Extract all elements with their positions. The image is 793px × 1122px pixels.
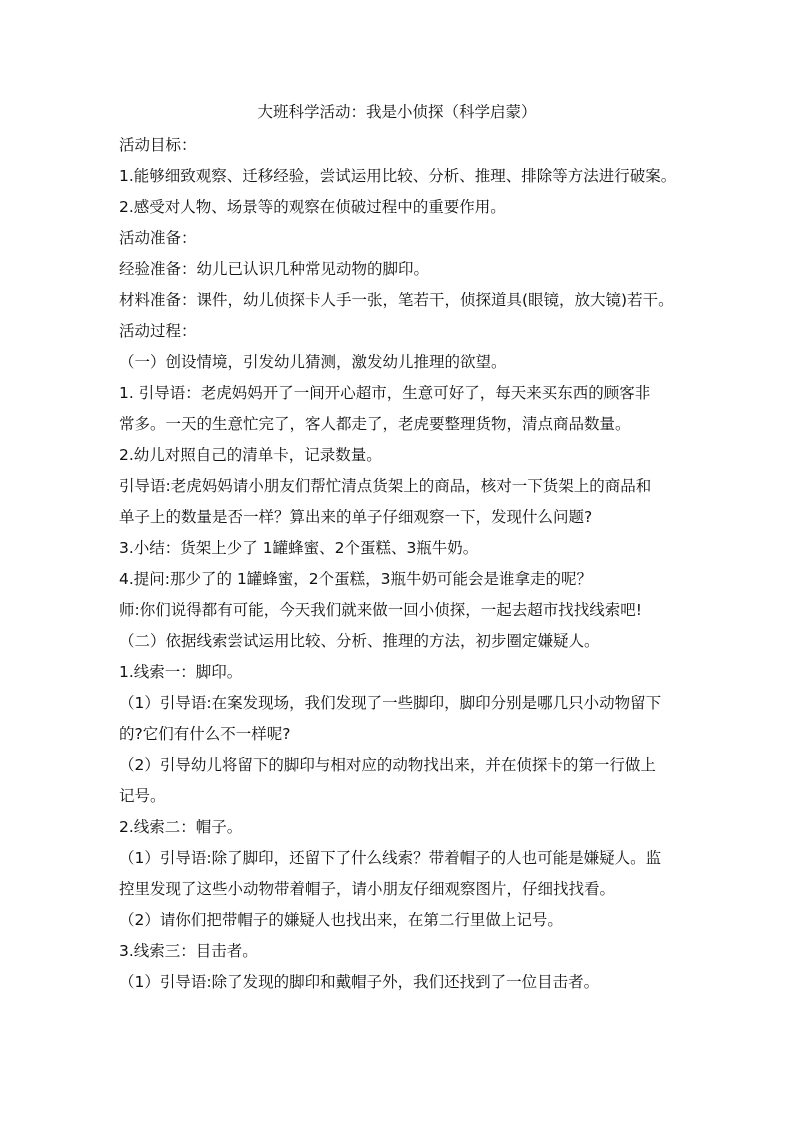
- document-title: 大班科学活动：我是小侦探（科学启蒙）: [257, 103, 537, 121]
- text-line: 4.提问:那少了的 1罐蜂蜜，2个蛋糕，3瓶牛奶可能会是谁拿走的呢？: [119, 570, 593, 588]
- text-line: （2）引导幼儿将留下的脚印与相对应的动物找出来，并在侦探卡的第一行做上: [119, 756, 656, 774]
- text-line: 单子上的数量是否一样？算出来的单子仔细观察一下，发现什么问题?: [119, 508, 593, 526]
- text-line: 师:你们说得都有可能，今天我们就来做一回小侦探，一起去超市找找线索吧!: [119, 601, 642, 619]
- text-line: 材料准备：课件，幼儿侦探卡人手一张，笔若干，侦探道具(眼镜，放大镜)若干。: [119, 291, 674, 309]
- text-line: 的?它们有什么不一样呢?: [119, 725, 291, 743]
- text-line: 3.小结：货架上少了 1罐蜂蜜、2个蛋糕、3瓶牛奶。: [119, 539, 479, 557]
- text-line: 常多。一天的生意忙完了，客人都走了，老虎要整理货物，清点商品数量。: [119, 415, 631, 433]
- text-line: 经验准备：幼儿已认识几种常见动物的脚印。: [119, 260, 430, 278]
- text-line: 1.线索一：脚印。: [119, 663, 243, 681]
- text-line: 记号。: [119, 787, 166, 805]
- text-line: 活动准备：: [119, 229, 197, 247]
- text-line: 3.线索三：目击者。: [119, 942, 258, 960]
- text-line: （1）引导语:在案发现场，我们发现了一些脚印，脚印分别是哪几只小动物留下: [119, 694, 662, 712]
- text-line: 2.线索二：帽子。: [119, 818, 243, 836]
- text-line: 控里发现了这些小动物带着帽子，请小朋友仔细观察图片，仔细找找看。: [119, 880, 616, 898]
- text-line: （一）创设情境，引发幼儿猜测，激发幼儿推理的欲望。: [119, 353, 507, 371]
- text-line: 2.幼儿对照自己的清单卡，记录数量。: [119, 446, 382, 464]
- text-line: 活动过程：: [119, 322, 197, 340]
- text-line: （二）依据线索尝试运用比较、分析、推理的方法，初步圈定嫌疑人。: [119, 632, 600, 650]
- text-line: 2.感受对人物、场景等的观察在侦破过程中的重要作用。: [119, 198, 506, 216]
- text-line: （1）引导语:除了发现的脚印和戴帽子外，我们还找到了一位目击者。: [119, 973, 600, 991]
- text-line: 1.能够细致观察、迁移经验，尝试运用比较、分析、推理、排除等方法进行破案。: [119, 167, 677, 185]
- text-line: （2）请你们把带帽子的嫌疑人也找出来，在第二行里做上记号。: [119, 911, 563, 929]
- document-page: [119, 99, 675, 996]
- text-line: 1. 引导语：老虎妈妈开了一间开心超市，生意可好了，每天来买东西的顾客非: [119, 384, 651, 402]
- text-line: 活动目标：: [119, 136, 197, 154]
- document-body: [119, 132, 675, 996]
- text-line: 引导语:老虎妈妈请小朋友们帮忙清点货架上的商品，核对一下货架上的商品和: [119, 477, 652, 495]
- text-line: （1）引导语:除了脚印，还留下了什么线索？带着帽子的人也可能是嫌疑人。监: [119, 849, 662, 867]
